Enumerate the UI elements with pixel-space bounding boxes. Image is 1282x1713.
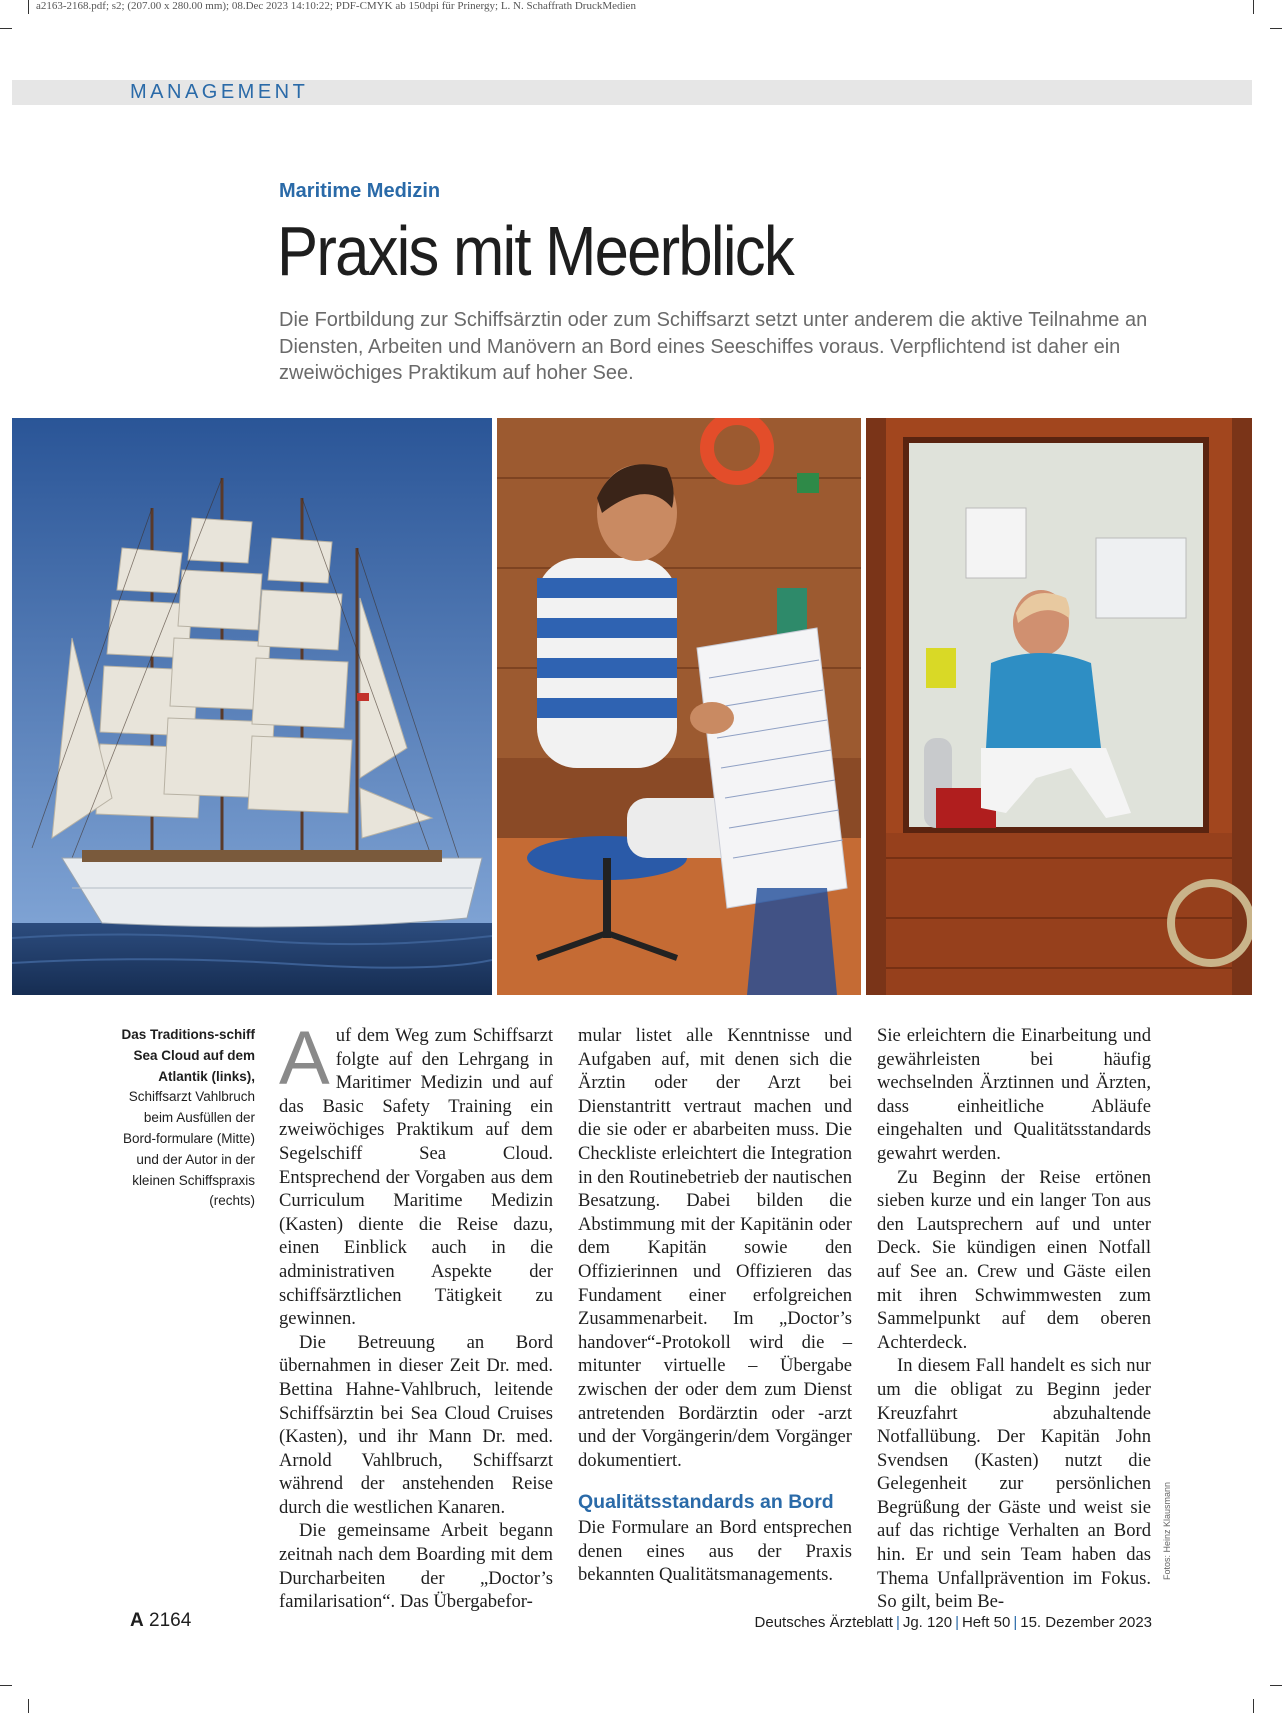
- journal-name: Deutsches Ärzteblatt: [754, 1614, 893, 1631]
- crop-mark: [1270, 28, 1282, 29]
- paragraph: mular listet alle Kenntnisse und Aufgaben auf, mit denen sich die Ärztin oder der Arzt bei Dienstantritt vertraut machen und die sie oder er abarbeiten muss. Die Checkliste erleichtert die Integration in den Routinebetrieb der nautischen Besatzung. Dabei bilden die Abstimmung mit der Kapitänin oder dem Kapitän sowie den Offizierinnen und Offizieren das Fundament einer erfolgreichen Zusammenarbeit. Im „Doctor’s handover“-Protokoll wird die – mitunter virtuelle – Übergabe zwischen der oder dem zum Dienst antretenden Bordärztin oder -arzt und der Vorgängerin/dem Vorgänger dokumentiert.: [578, 1025, 852, 1471]
- paragraph: [279, 1016, 553, 1331]
- article-kicker: Maritime Medizin: [279, 180, 441, 202]
- article-headline: Praxis mit Meerblick: [277, 212, 793, 290]
- paragraph: Die Betreuung an Bord übernahmen in dieser Zeit Dr. med. Bettina Hahne-Vahlbruch, leitende Schiffsärztin bei Sea Cloud Cruises (Kasten), und ihr Mann Dr. med. Arnold Vahlbruch, Schiffsarzt während der anstehenden Reise durch die westlichen Kanaren.: [279, 1331, 553, 1518]
- crop-mark: [1253, 0, 1254, 14]
- section-subheading: Qualitätsstandards an Bord: [578, 1491, 834, 1514]
- page-folio: [130, 1610, 191, 1632]
- body-column-3: [877, 1024, 1151, 1614]
- paragraph: In diesem Fall handelt es sich nur um die obligat zu Beginn jeder Kreuzfahrt abzuhaltende Notfallübung. Der Kapitän John Svendsen (Kasten) nutzt die Gelegenheit zur persönlichen Begrüßung der Gäste und weist sie auf das richtige Verhalten an Bord hin. Er und sein Team haben das Thema Unfallprävention im Fokus. So gilt, beim Be-: [877, 1355, 1151, 1613]
- photo-ship-practice: [866, 418, 1252, 995]
- drop-cap: A: [279, 1016, 330, 1101]
- paragraph: Die gemeinsame Arbeit begann zeitnah nach dem Boarding mit dem Durcharbeiten der „Doctor’s familarisation“. Das Übergabefor-: [279, 1520, 553, 1613]
- journal-issue: Heft 50: [961, 1614, 1011, 1631]
- photo-sailing-ship: [12, 418, 492, 995]
- body-column-2: [578, 1024, 852, 1587]
- crop-mark: [28, 1699, 29, 1713]
- article-lead: Die Fortbildung zur Schiffsärztin oder zum Schiffsarzt setzt unter anderem die aktive Teilnahme an Diensten, Arbeiten und Manövern an Bord eines Seeschiffes voraus. Verpflichtend ist daher ein zweiwöchiges Praktikum auf hoher See.: [279, 309, 1148, 384]
- folio-prefix: A: [130, 1610, 144, 1631]
- paragraph: Sie erleichtern die Einarbeitung und gewährleisten bei häufig wechselnden Ärztinnen und Ärzten, dass einheitliche Abläufe eingehalten und Qualitätsstandards gewahrt werden.: [877, 1025, 1151, 1164]
- paragraph: Die Formulare an Bord entsprechen denen eines aus der Praxis bekannten Qualitätsmanagements.: [578, 1517, 852, 1586]
- caption-bold: Das Traditions-schiff Sea Cloud auf dem Atlantik (links),: [121, 1027, 255, 1084]
- crop-mark: [28, 0, 29, 14]
- photo-credit: Fotos: Heinz Klausmann: [1162, 1481, 1172, 1580]
- crop-mark: [1270, 1685, 1282, 1686]
- journal-date: 15. Dezember 2023: [1020, 1614, 1152, 1631]
- body-column-1: [279, 1016, 553, 1614]
- caption-text: Schiffsarzt Vahlbruch beim Ausfüllen der Bord-formulare (Mitte) und der Autor in der kleinen Schiffspraxis (rechts): [122, 1089, 255, 1209]
- section-label: MANAGEMENT: [130, 81, 309, 103]
- paragraph-text: uf dem Weg zum Schiffsarzt folgte auf den Lehrgang in Maritimer Medizin und auf das Basic Safety Training ein zweiwöchiges Praktikum auf dem Segelschiff Sea Cloud. Entsprechend der Vorgaben aus dem Curriculum Maritime Medizin (Kasten) diente die Reise dazu, einen Einblick auch in die administrativen Aspekte der schiffsärztlichen Tätigkeit zu gewinnen.: [279, 1025, 553, 1330]
- crop-mark: [0, 28, 12, 29]
- photo-caption: [118, 1025, 255, 1212]
- paragraph: Zu Beginn der Reise ertönen sieben kurze und ein langer Ton aus den Lautsprechern auf und unter Deck. Sie kündigen einen Notfall auf See an. Crew und Gäste eilen mit ihren Schwimmwesten zum Sammelpunkt auf dem oberen Achterdeck.: [877, 1166, 1151, 1353]
- footer-journal-info: Deutsches Ärzteblatt | Jg. 120 | Heft 50 | 15. Dezember 2023: [754, 1614, 1152, 1631]
- journal-volume: Jg. 120: [902, 1614, 953, 1631]
- photo-doctor-writing: [497, 418, 861, 995]
- print-slug: a2163-2168.pdf; s2; (207.00 x 280.00 mm); 08.Dec 2023 14:10:22; PDF-CMYK ab 150dpi für Prinergy; L. N. Schaffrath DruckMedien: [36, 0, 636, 12]
- crop-mark: [1253, 1699, 1254, 1713]
- crop-mark: [0, 1685, 12, 1686]
- page-number: 2164: [149, 1610, 192, 1631]
